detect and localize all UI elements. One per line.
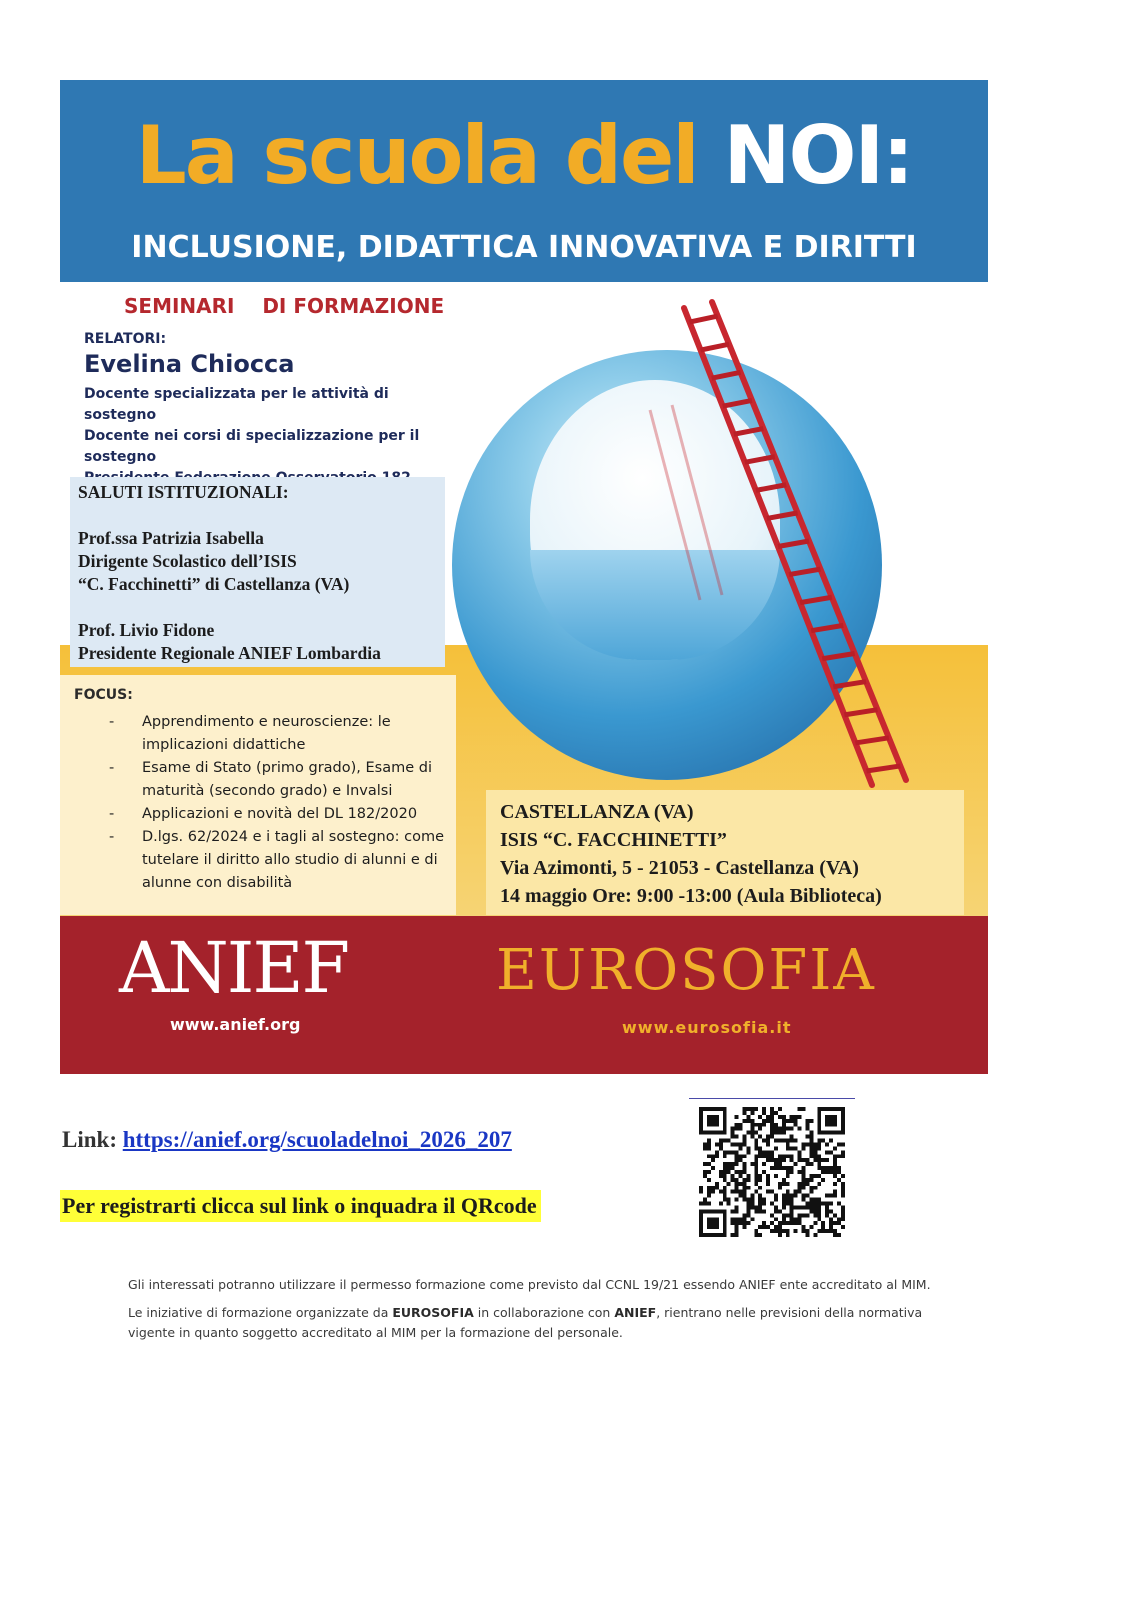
seminari-heading: SEMINARI DI FORMAZIONE [124,294,445,318]
venue-box [486,790,964,915]
qr-top-rule [689,1098,855,1099]
ladder-rung [778,541,809,547]
footnote-anief: ANIEF [614,1305,657,1320]
venue-city: CASTELLANZA (VA) [500,801,694,823]
anief-logo-text: ANIEF [119,927,349,1004]
saluti-person-line: Prof. Livio Fidone [78,620,215,640]
footnote-text: in collaborazione con [473,1305,615,1320]
ladder-rung [833,682,866,687]
footnote-text: , rientrano nelle previsioni della normativa vigente in quanto soggetto accreditato al MIM per la formazione del personale. [128,1305,923,1340]
venue-school: ISIS “C. FACCHINETTI” [500,829,727,851]
focus-item: - Applicazioni e novità del DL 182/2020 [60,803,456,826]
footnote-eurosofia: EUROSOFIA [392,1305,474,1320]
poster-subtitle: INCLUSIONE, DIDATTICA INNOVATIVA E DIRITTI [131,230,917,265]
ladder-rung [723,400,752,406]
anief-url: www.anief.org [170,1015,301,1034]
focus-box [60,675,456,915]
ladder-rung [855,738,888,743]
anief-logo [115,924,355,1004]
saluti-label: SALUTI ISTITUZIONALI: [78,482,289,502]
relatori-label: RELATORI: [84,331,167,347]
ladder-rung [767,513,798,519]
saluti-person-line: Prof.ssa Patrizia Isabella [78,528,264,548]
focus-item: - Apprendimento e neuroscienze: le implicazioni didattiche [60,711,456,757]
focus-list [60,711,456,895]
footnote-text: Le iniziative di formazione organizzate da [128,1305,393,1320]
ladder-rung [789,569,820,574]
eurosofia-logo: EUROSOFIA [496,938,876,1003]
ladder-rung [690,316,718,322]
focus-item: - D.lgs. 62/2024 e i tagli al sostegno: come tutelare il diritto allo studio di alunni e di alunne con disabilità [60,826,456,895]
title-part-1: La scuola del [135,109,724,202]
ladder-rung [712,372,741,378]
speaker-role: Docente nei corsi di specializzazione per il [84,428,420,444]
ladder-rung [844,710,877,715]
ladder-rung [745,457,775,463]
footnotes [128,1275,948,1343]
registration-link-row [62,1127,512,1153]
ladder-rung [800,597,832,602]
footnote-permesso: Gli interessati potranno utilizzare il permesso formazione come previsto dal CCNL 19/21 essendo ANIEF ente accreditato al MIM. [128,1277,931,1292]
focus-label: FOCUS: [74,687,133,703]
ladder-rung [866,766,900,771]
saluti-person-line: “C. Facchinetti” di Castellanza (VA) [78,574,350,594]
ladder-rung [811,625,843,630]
ladder-rung [701,344,730,350]
eurosofia-url: www.eurosofia.it [622,1018,792,1037]
register-instruction: Per registrarti clicca sul link o inquadra il QRcode [60,1190,541,1222]
event-poster [60,80,988,1074]
venue-address: Via Azimonti, 5 - 21053 - Castellanza (VA) [500,857,859,879]
footnote-iniziative [128,1303,948,1343]
speaker-name: Evelina Chiocca [84,350,295,378]
relatori-section [84,331,464,489]
speaker-role: sostegno [84,449,157,465]
speaker-role: Docente specializzata per le attività di sostegno [84,386,389,423]
saluti-person-line: Presidente Regionale ANIEF Lombardia [78,643,381,663]
qr-code-icon[interactable] [698,1107,846,1237]
ladder-rung [822,653,854,658]
ladder-rung [756,485,786,491]
registration-link[interactable]: https://anief.org/scuoladelnoi_2026_207 [122,1127,512,1152]
focus-item: - Esame di Stato (primo grado), Esame di maturità (secondo grado) e Invalsi [60,757,456,803]
saluti-person-line: Dirigente Scolastico dell’ISIS [78,551,297,571]
venue-datetime: 14 maggio Ore: 9:00 -13:00 (Aula Biblioteca) [500,885,882,907]
title-part-2: NOI: [723,109,913,202]
link-label: Link: [62,1127,123,1152]
ladder-rung [734,429,764,435]
saluti-box [70,477,445,667]
